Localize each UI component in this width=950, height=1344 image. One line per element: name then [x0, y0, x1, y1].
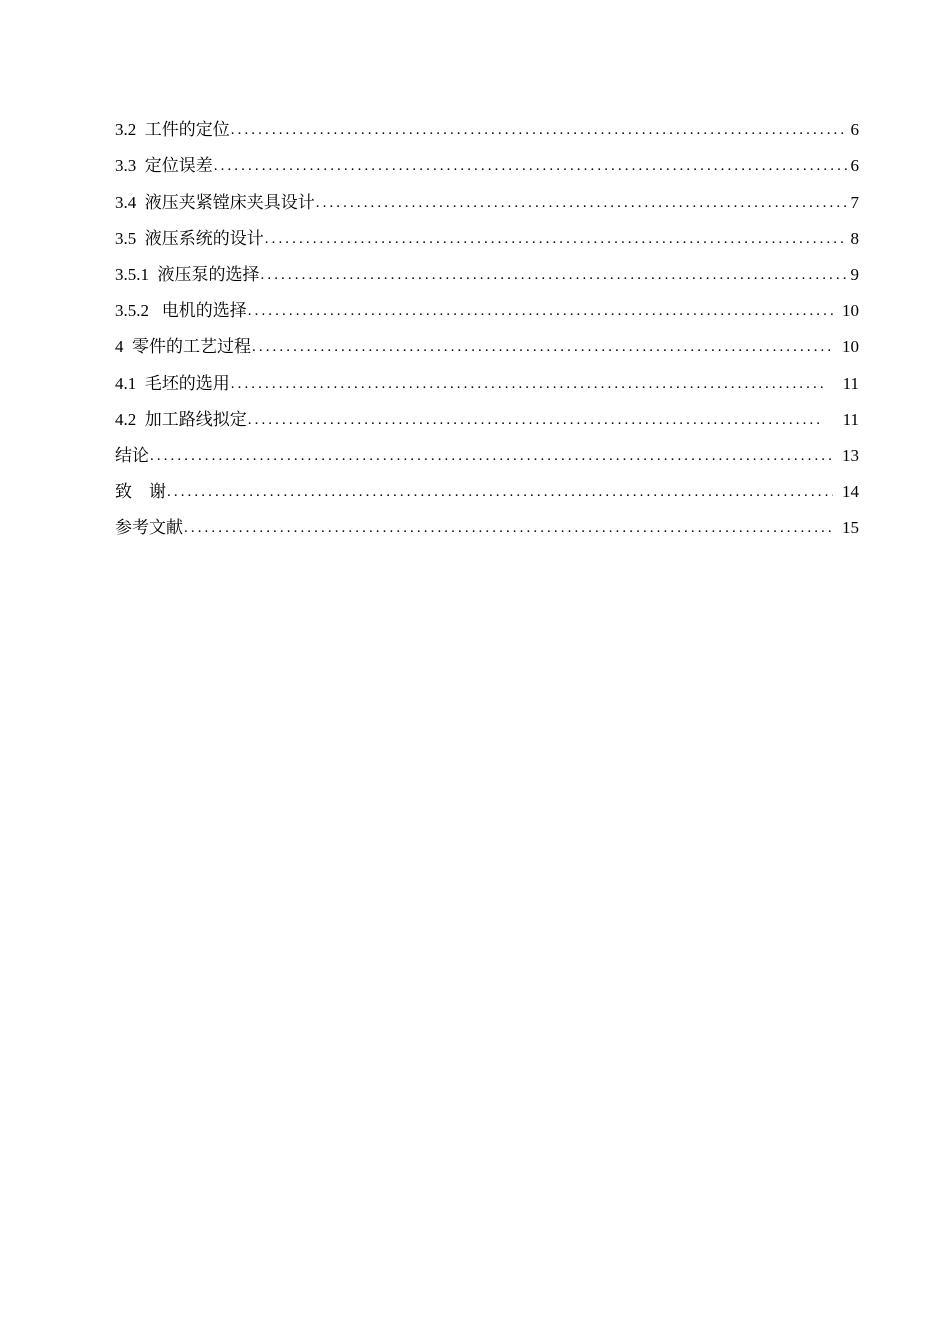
toc-entry-label: 4 零件的工艺过程 — [115, 337, 251, 357]
toc-entry[interactable] — [115, 184, 859, 220]
toc-dot-leader — [230, 112, 847, 148]
toc-dot-leader — [149, 438, 833, 474]
toc-entry-label: 3.5.2 电机的选择 — [115, 301, 247, 321]
toc-entry[interactable] — [115, 365, 859, 401]
toc-entry-page: 6 — [850, 120, 859, 140]
toc-entry-page: 7 — [850, 192, 859, 212]
toc-dot-leader — [247, 402, 823, 438]
toc-entry-page: 10 — [842, 301, 859, 321]
toc-entry-page: 6 — [850, 156, 859, 176]
toc-entry-label: 3.5.1 液压泵的选择 — [115, 264, 260, 284]
toc-entry[interactable] — [115, 329, 859, 365]
toc-dot-leader — [251, 329, 833, 365]
toc-entry-label: 3.2 工件的定位 — [115, 120, 230, 140]
toc-entry-label: 致 谢 — [115, 482, 166, 502]
toc-entry[interactable] — [115, 221, 859, 257]
toc-entry-page: 15 — [842, 518, 859, 538]
toc-entry-label: 结论 — [115, 445, 149, 465]
toc-entry-label: 3.4 液压夹紧镗床夹具设计 — [115, 192, 315, 212]
toc-entry-page: 14 — [842, 482, 859, 502]
toc-entry-page: 8 — [850, 228, 859, 248]
toc-entry-page: 9 — [850, 264, 859, 284]
toc-entry-page: 10 — [842, 337, 859, 357]
toc-entry-label: 4.1 毛坯的选用 — [115, 373, 230, 393]
toc-entry-label: 4.2 加工路线拟定 — [115, 409, 247, 429]
toc-dot-leader — [315, 185, 847, 221]
toc-entry[interactable] — [115, 112, 859, 148]
toc-entry[interactable] — [115, 293, 859, 329]
toc-dot-leader — [247, 293, 833, 329]
toc-entry-page: 13 — [842, 445, 859, 465]
toc-entry[interactable] — [115, 474, 859, 510]
toc-entry[interactable] — [115, 510, 859, 546]
toc-entry[interactable] — [115, 148, 859, 184]
toc-entry[interactable] — [115, 438, 859, 474]
toc-entry-page: 11 — [842, 409, 859, 429]
toc-entry[interactable] — [115, 402, 859, 438]
toc-dot-leader — [264, 221, 847, 257]
toc-dot-leader — [230, 366, 823, 402]
toc-dot-leader — [183, 510, 833, 546]
toc-entry-label: 3.5 液压系统的设计 — [115, 228, 264, 248]
toc-entry-page: 11 — [842, 373, 859, 393]
toc-entry[interactable] — [115, 257, 859, 293]
toc-entry-label: 参考文献 — [115, 518, 183, 538]
toc-entry-label: 3.3 定位误差 — [115, 156, 213, 176]
toc-dot-leader — [260, 257, 847, 293]
toc-dot-leader — [166, 474, 833, 510]
table-of-contents — [115, 112, 859, 546]
toc-dot-leader — [213, 148, 847, 184]
